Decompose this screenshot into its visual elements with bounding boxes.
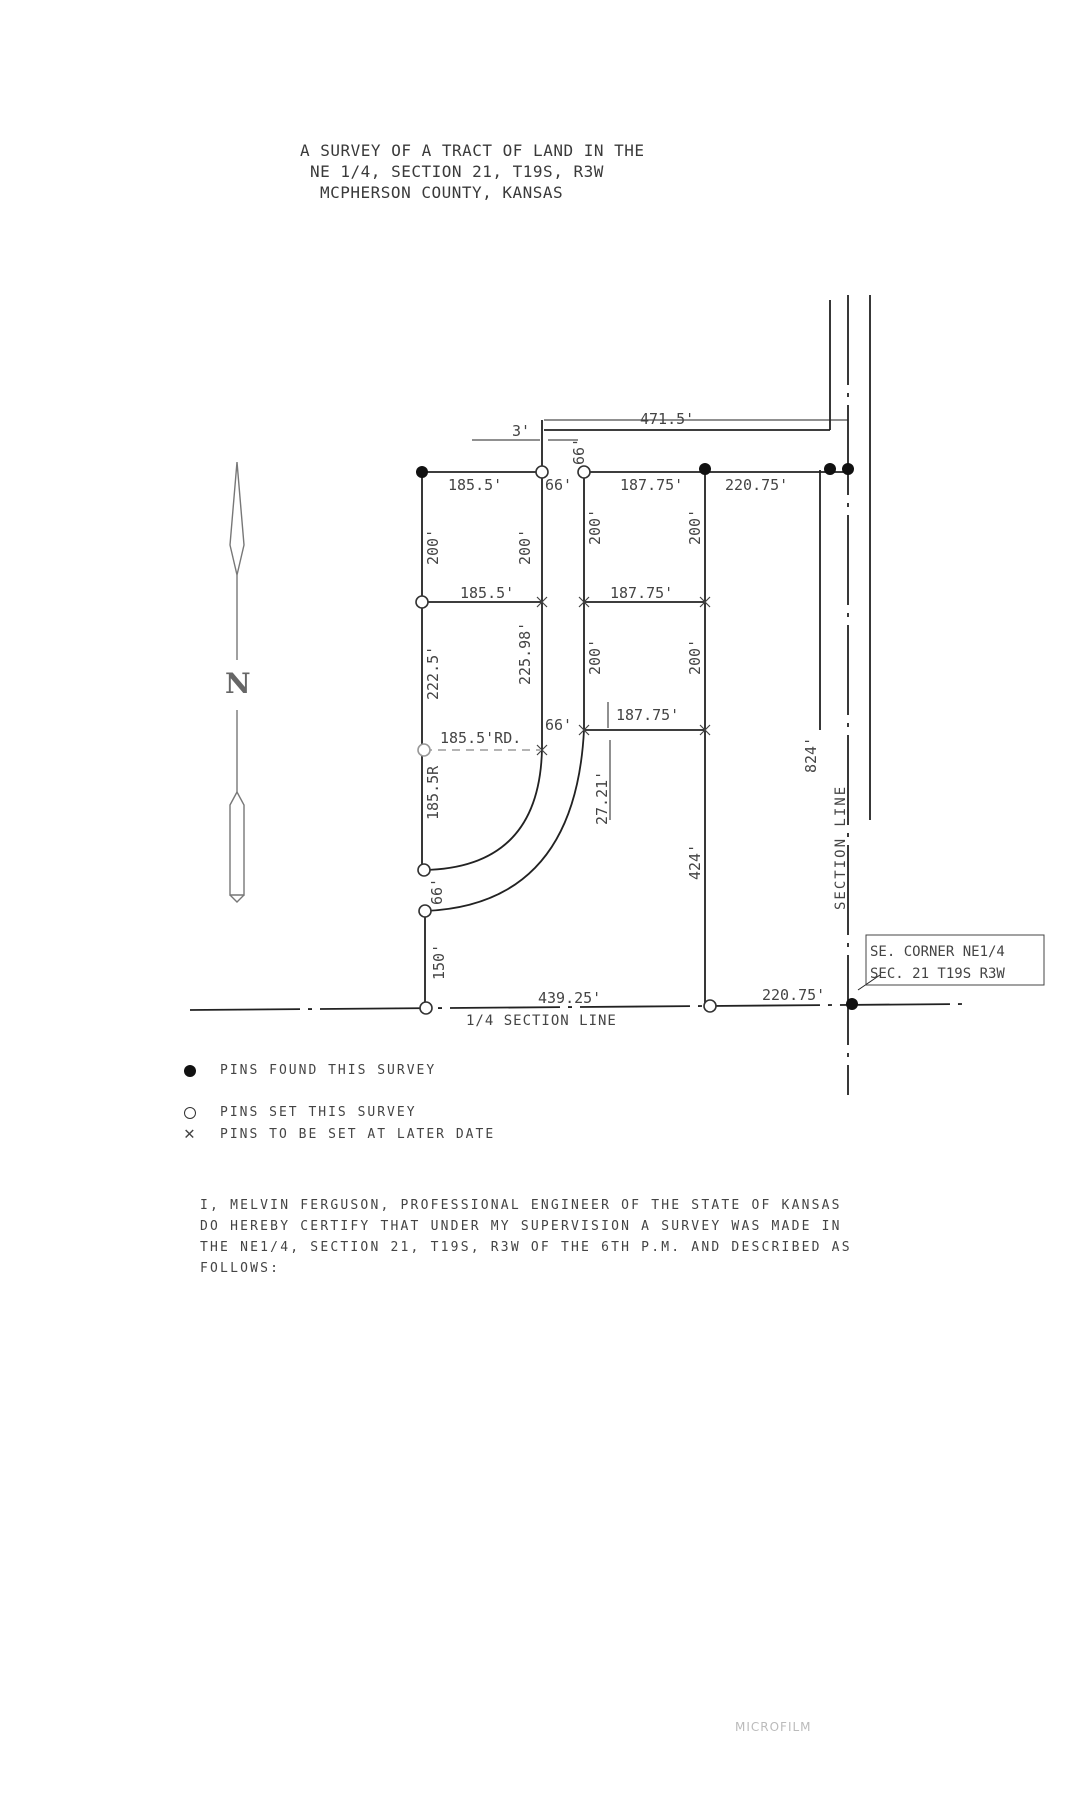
pin-set-icon (184, 1107, 196, 1119)
pin-later-icon: ✕ (184, 1123, 195, 1144)
dim-mid-east-mid: 200' (686, 638, 704, 675)
dim-row3-west: 185.5'RD. (440, 729, 522, 747)
dim-road-width-top: 66' (545, 476, 573, 494)
pin-found (699, 463, 711, 475)
dim-road-width-top-vert: 66' (570, 437, 588, 465)
pin-found (842, 463, 854, 475)
legend-found-label: PINS FOUND THIS SURVEY (220, 1063, 437, 1078)
dim-row1-mid: 187.75' (620, 476, 684, 494)
corner-label-line-1: SE. CORNER NE1/4 (870, 944, 1005, 960)
dim-road-east-mid: 200' (586, 638, 604, 675)
dim-west-bottom: 150' (430, 943, 448, 980)
dim-bottom-east: 220.75' (762, 986, 826, 1004)
cert-line-3: THE NE1/4, SECTION 21, T19S, R3W OF THE 6TH P.M. AND DESCRIBED AS (200, 1240, 852, 1255)
dim-row1-west: 185.5' (448, 476, 503, 494)
certification-text (200, 1195, 920, 1279)
pin-set (418, 864, 430, 876)
dim-curve-offset: 27.21' (593, 770, 611, 825)
dim-west-mid: 222.5' (424, 645, 442, 700)
pin-found (416, 466, 428, 478)
pin-set (578, 466, 590, 478)
dim-row2-west: 185.5' (460, 584, 515, 602)
legend-later-label: PINS TO BE SET AT LATER DATE (220, 1127, 496, 1142)
dim-row1-east: 220.75' (725, 476, 789, 494)
cert-line-4: FOLLOWS: (200, 1261, 281, 1276)
pin-set (420, 1002, 432, 1014)
dim-row3-mid: 187.75' (616, 706, 680, 724)
dim-road-width-mid: 66' (545, 716, 573, 734)
legend-set-label: PINS SET THIS SURVEY (220, 1105, 417, 1120)
corner-label-line-2: SEC. 21 T19S R3W (870, 966, 1005, 982)
legend-later (180, 1124, 495, 1146)
dim-row2-mid: 187.75' (610, 584, 674, 602)
title-line-2: NE 1/4, SECTION 21, T19S, R3W (310, 162, 604, 181)
dim-road-east-upper: 200' (586, 508, 604, 545)
legend-found (180, 1060, 495, 1082)
dim-top-road: 471.5' (640, 410, 695, 428)
dim-road-west-upper: 200' (516, 528, 534, 565)
section-line-label: SECTION LINE (833, 784, 849, 910)
cert-line-1: I, MELVIN FERGUSON, PROFESSIONAL ENGINEER OF THE STATE OF KANSAS (200, 1198, 842, 1213)
north-label: N (225, 667, 251, 700)
pin-set (418, 744, 430, 756)
dim-west-upper: 200' (424, 528, 442, 565)
microfilm-stamp: MICROFILM (735, 1720, 812, 1734)
dim-road-jog: 3' (512, 422, 531, 440)
pin-found-icon (184, 1065, 196, 1077)
cert-line-2: DO HEREBY CERTIFY THAT UNDER MY SUPERVISION A SURVEY WAS MADE IN (200, 1219, 842, 1234)
pin-found (824, 463, 836, 475)
title-line-3: MCPHERSON COUNTY, KANSAS (320, 183, 564, 202)
pin-set (704, 1000, 716, 1012)
pin-set (419, 905, 431, 917)
dim-curve-radius: 185.5R (424, 765, 442, 820)
dim-east-long: 824' (802, 736, 820, 773)
quarter-section-line-label: 1/4 SECTION LINE (466, 1013, 617, 1029)
dim-road-west-mid: 225.98' (516, 621, 534, 685)
pin-found (846, 998, 858, 1010)
dim-mid-east-lower: 424' (686, 843, 704, 880)
dim-bottom-west: 439.25' (538, 989, 602, 1007)
title-line-1: A SURVEY OF A TRACT OF LAND IN THE (300, 141, 645, 160)
dim-mid-east-upper: 200' (686, 508, 704, 545)
dim-road-width-low: 66' (428, 877, 446, 905)
legend (180, 1060, 495, 1166)
legend-set (180, 1102, 495, 1124)
pin-set (416, 596, 428, 608)
